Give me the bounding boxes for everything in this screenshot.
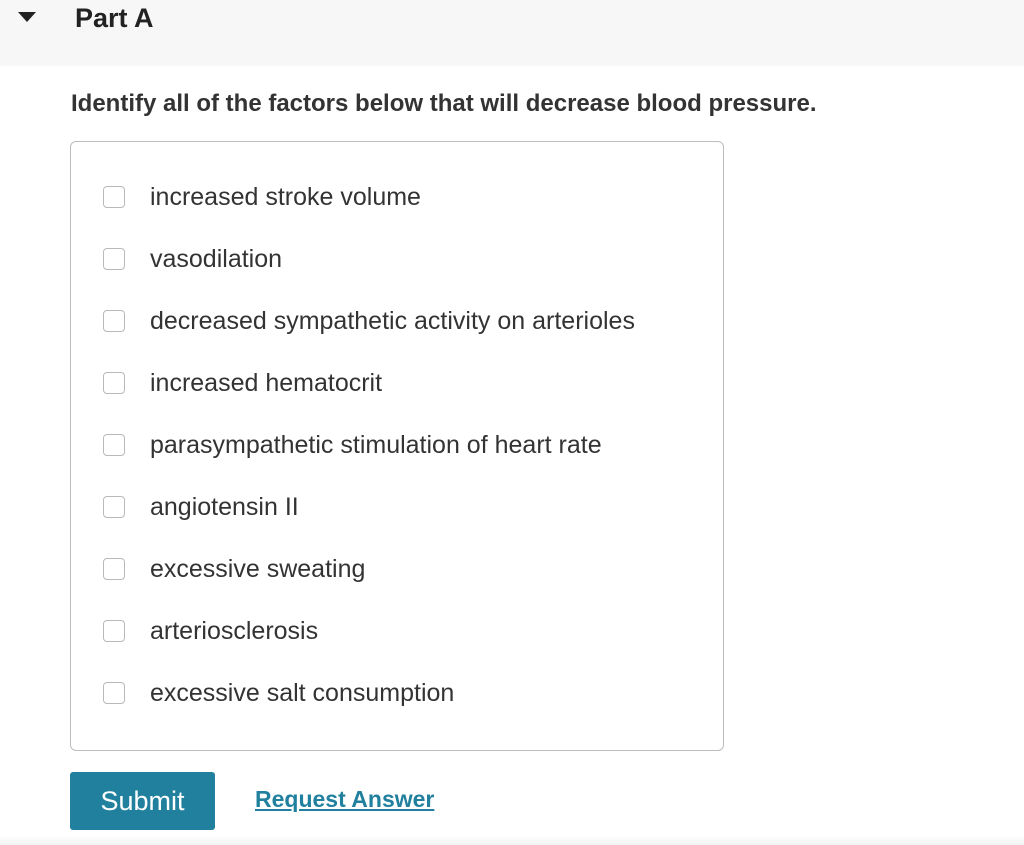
- checkbox[interactable]: [103, 372, 125, 394]
- option-arteriosclerosis[interactable]: [103, 611, 318, 651]
- bottom-divider: [0, 836, 1024, 845]
- part-title: Part A: [75, 3, 154, 33]
- checkbox[interactable]: [103, 248, 125, 270]
- option-increased-stroke-volume[interactable]: [103, 177, 421, 217]
- option-label: angiotensin II: [150, 493, 299, 521]
- option-angiotensin-ii[interactable]: [103, 487, 299, 527]
- request-answer-link[interactable]: Request Answer: [255, 786, 435, 812]
- checkbox[interactable]: [103, 310, 125, 332]
- caret-down-icon[interactable]: [18, 12, 36, 22]
- part-header[interactable]: [0, 0, 1024, 66]
- option-excessive-salt-consumption[interactable]: [103, 673, 454, 713]
- option-vasodilation[interactable]: [103, 239, 282, 279]
- option-excessive-sweating[interactable]: [103, 549, 365, 589]
- option-label: increased hematocrit: [150, 369, 383, 397]
- option-label: parasympathetic stimulation of heart rate: [150, 431, 602, 459]
- option-label: vasodilation: [150, 245, 283, 273]
- checkbox[interactable]: [103, 186, 125, 208]
- option-increased-hematocrit[interactable]: [103, 363, 382, 403]
- checkbox[interactable]: [103, 558, 125, 580]
- question-prompt: Identify all of the factors below that will decrease blood pressure.: [71, 90, 817, 117]
- option-label: excessive salt consumption: [150, 679, 455, 707]
- submit-button[interactable]: Submit: [70, 772, 215, 830]
- option-label: excessive sweating: [150, 555, 366, 583]
- checkbox[interactable]: [103, 496, 125, 518]
- checkbox[interactable]: [103, 620, 125, 642]
- option-label: arteriosclerosis: [150, 617, 319, 645]
- option-decreased-sympathetic-activity[interactable]: [103, 301, 635, 341]
- option-parasympathetic-stimulation[interactable]: [103, 425, 602, 465]
- options-list: [70, 141, 724, 751]
- checkbox[interactable]: [103, 682, 125, 704]
- option-label: increased stroke volume: [150, 183, 421, 211]
- checkbox[interactable]: [103, 434, 125, 456]
- option-label: decreased sympathetic activity on arterioles: [150, 307, 635, 335]
